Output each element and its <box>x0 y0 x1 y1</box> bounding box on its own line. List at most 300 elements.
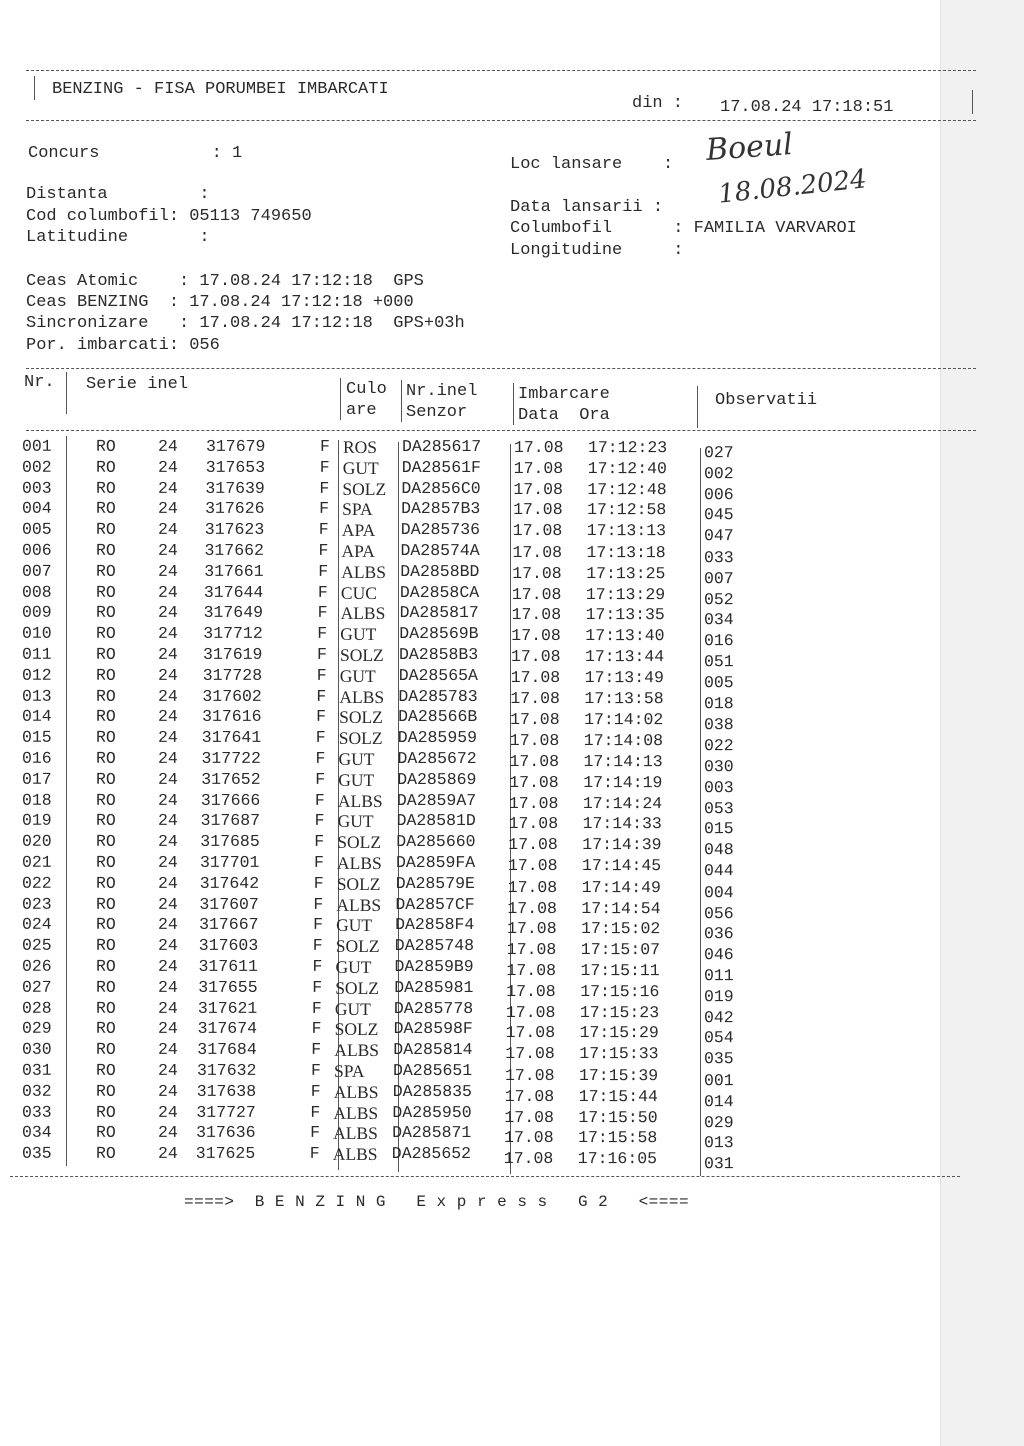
row-year: 24 <box>157 977 178 997</box>
col-are: are <box>346 401 377 420</box>
row-date: 17.08 <box>509 772 559 792</box>
sep-culo-head <box>340 378 341 420</box>
row-color: SOLZ <box>335 936 380 957</box>
cod-columbofil-line: Cod columbofil: 05113 749650 <box>26 207 312 226</box>
row-nr: 003 <box>21 478 52 498</box>
row-date: 17.08 <box>506 960 557 980</box>
concurs-line: Concurs : 1 <box>28 144 243 163</box>
table-header-rule <box>26 430 976 431</box>
row-sex: F <box>310 1102 321 1122</box>
row-country: RO <box>95 1081 116 1101</box>
row-sensor: DA285835 <box>392 1081 472 1101</box>
row-sex: F <box>315 728 326 748</box>
row-sex: F <box>314 832 325 852</box>
table-row <box>20 478 920 504</box>
row-date: 17.08 <box>510 689 560 709</box>
row-nr: 013 <box>21 686 52 706</box>
row-nr: 024 <box>21 915 52 935</box>
row-color: ALBS <box>341 561 386 582</box>
row-year: 24 <box>157 1081 178 1101</box>
row-date: 17.08 <box>508 814 559 834</box>
col-nr-inel: Nr.inel <box>406 382 478 401</box>
row-time: 17:15:23 <box>579 1002 660 1022</box>
row-date: 17.08 <box>508 793 559 813</box>
row-nr: 031 <box>21 1060 52 1080</box>
row-country: RO <box>95 436 116 456</box>
row-nr: 035 <box>21 1143 52 1163</box>
col-observatii: Observatii <box>715 391 818 410</box>
row-year: 24 <box>157 665 178 685</box>
row-date: 17.08 <box>513 438 564 458</box>
row-date: 17.08 <box>507 898 557 918</box>
longitudine-line: Longitudine : <box>510 241 684 260</box>
table-row <box>20 935 920 965</box>
row-nr: 021 <box>21 852 52 872</box>
row-serial: 317701 <box>199 852 260 872</box>
row-observatii: 038 <box>703 715 734 735</box>
row-observatii: 046 <box>703 945 734 965</box>
row-sensor: DA285748 <box>394 936 475 956</box>
row-sensor: DA285660 <box>396 832 476 852</box>
row-observatii: 011 <box>703 966 734 986</box>
row-sensor: DA285869 <box>397 769 477 789</box>
row-sex: F <box>314 811 325 831</box>
row-nr: 025 <box>21 935 52 955</box>
table-row <box>20 603 920 630</box>
row-color: GUT <box>342 457 379 478</box>
row-date: 17.08 <box>510 709 560 729</box>
row-date: 17.08 <box>513 479 563 499</box>
row-color: ALBS <box>337 790 383 811</box>
sep-nr-head <box>66 372 67 414</box>
row-color: ALBS <box>333 1102 379 1123</box>
row-sensor: DA285814 <box>393 1040 473 1060</box>
row-sex: F <box>313 894 324 914</box>
row-time: 17:14:13 <box>583 751 663 771</box>
row-nr: 030 <box>21 1039 52 1059</box>
row-nr: 032 <box>21 1081 52 1101</box>
row-sensor: DA285672 <box>397 748 477 768</box>
row-serial: 317649 <box>203 603 264 623</box>
row-sex: F <box>316 665 327 685</box>
row-observatii: 030 <box>703 756 734 776</box>
row-observatii: 016 <box>703 631 734 651</box>
row-sensor: DA285778 <box>393 998 474 1018</box>
row-sensor: DA2858F4 <box>395 915 475 935</box>
row-year: 24 <box>157 873 178 893</box>
row-country: RO <box>95 956 116 976</box>
table-row <box>20 644 920 672</box>
row-color: SPA <box>342 499 373 520</box>
row-nr: 011 <box>21 644 52 664</box>
ceas-atomic-line: Ceas Atomic : 17.08.24 17:12:18 GPS <box>26 272 424 291</box>
row-sensor: DA2858CA <box>399 582 480 602</box>
header-bottom-rule <box>26 120 976 121</box>
row-country: RO <box>95 686 116 706</box>
row-year: 24 <box>157 540 178 560</box>
row-time: 17:14:24 <box>582 793 663 813</box>
row-year: 24 <box>157 624 178 644</box>
row-year: 24 <box>157 478 178 498</box>
row-sensor: DA285981 <box>394 977 474 997</box>
distanta-line: Distanta : <box>26 185 210 204</box>
row-serial: 317623 <box>204 520 265 540</box>
row-year: 24 <box>157 457 178 477</box>
row-date: 17.08 <box>504 1128 554 1148</box>
row-observatii: 006 <box>703 484 734 504</box>
row-serial: 317685 <box>200 832 260 852</box>
row-color: SOLZ <box>337 832 382 853</box>
row-observatii: 047 <box>703 526 734 546</box>
row-date: 17.08 <box>513 500 563 520</box>
table-row <box>20 1102 920 1132</box>
row-sensor: DA2859FA <box>395 852 476 872</box>
row-color: SOLZ <box>338 728 383 749</box>
row-sex: F <box>318 520 329 540</box>
table-row <box>20 1019 920 1048</box>
row-date: 17.08 <box>507 877 558 897</box>
col-senzor: Senzor <box>406 403 468 422</box>
row-time: 17:13:18 <box>586 542 666 562</box>
row-time: 17:12:48 <box>587 479 667 499</box>
row-serial: 317642 <box>199 873 260 893</box>
row-time: 17:14:39 <box>582 835 662 855</box>
row-nr: 004 <box>21 499 52 519</box>
row-country: RO <box>95 811 116 831</box>
row-country: RO <box>95 478 116 498</box>
row-nr: 009 <box>21 603 52 623</box>
row-observatii: 054 <box>703 1028 734 1048</box>
row-sex: F <box>313 915 324 935</box>
row-observatii: 014 <box>703 1091 734 1111</box>
sep-senzor-head <box>401 380 402 422</box>
row-sex: F <box>310 1123 321 1143</box>
row-sensor: DA285871 <box>392 1123 472 1143</box>
row-year: 24 <box>157 831 178 851</box>
row-sex: F <box>316 686 327 706</box>
row-time: 17:15:33 <box>579 1044 659 1064</box>
row-sensor: DA28598F <box>393 1019 473 1039</box>
row-observatii: 053 <box>703 798 734 818</box>
row-date: 17.08 <box>505 1002 556 1022</box>
row-nr: 001 <box>21 436 52 456</box>
header-top-rule <box>26 70 976 71</box>
row-nr: 023 <box>21 894 52 914</box>
table-row <box>20 811 920 839</box>
row-year: 24 <box>157 727 178 748</box>
sep-obs-head <box>697 386 698 428</box>
row-observatii: 001 <box>703 1070 734 1090</box>
row-serial: 317679 <box>205 436 266 456</box>
row-nr: 006 <box>21 540 52 560</box>
row-color: SOLZ <box>336 873 381 894</box>
row-country: RO <box>95 852 116 872</box>
row-time: 17:15:07 <box>580 940 661 960</box>
row-color: GUT <box>338 748 375 769</box>
row-nr: 026 <box>21 956 52 976</box>
row-sensor: DA28574A <box>400 540 480 560</box>
row-time: 17:14:49 <box>581 877 661 897</box>
row-sensor: DA28561F <box>401 457 481 477</box>
row-sex: F <box>316 644 327 664</box>
row-sex: F <box>309 1144 320 1164</box>
row-nr: 010 <box>21 623 52 643</box>
row-date: 17.08 <box>506 981 556 1001</box>
row-sensor: DA28565A <box>398 665 478 685</box>
table-row <box>20 561 920 588</box>
row-sex: F <box>314 790 325 810</box>
row-date: 17.08 <box>512 563 562 583</box>
row-serial: 317603 <box>198 935 259 956</box>
row-color: ALBS <box>332 1144 378 1165</box>
row-date: 17.08 <box>508 835 558 855</box>
row-year: 24 <box>157 790 178 810</box>
row-year: 24 <box>157 1102 178 1122</box>
row-year: 24 <box>157 561 178 581</box>
table-row <box>20 852 920 881</box>
row-time: 17:13:58 <box>584 689 664 709</box>
row-date: 17.08 <box>511 626 561 646</box>
handwritten-date: 18.08.2024 <box>716 164 869 210</box>
row-country: RO <box>95 644 116 664</box>
row-date: 17.08 <box>511 584 562 604</box>
pigeon-table-body <box>20 436 920 1174</box>
row-country: RO <box>95 1039 116 1059</box>
row-serial: 317639 <box>205 478 265 498</box>
row-color: APA <box>341 520 376 541</box>
row-date: 17.08 <box>513 458 564 478</box>
row-color: ALBS <box>340 603 386 624</box>
row-sex: F <box>312 936 323 956</box>
header-left-bar <box>34 76 35 100</box>
row-date: 17.08 <box>510 647 561 667</box>
table-top-rule <box>26 368 976 369</box>
row-year: 24 <box>157 436 178 456</box>
row-year: 24 <box>157 935 178 955</box>
table-row <box>20 436 920 463</box>
row-year: 24 <box>157 644 178 664</box>
row-country: RO <box>95 894 116 914</box>
row-sensor: DA285783 <box>398 686 478 706</box>
row-serial: 317662 <box>204 540 264 560</box>
row-year: 24 <box>157 499 178 519</box>
row-time: 17:15:02 <box>581 919 661 939</box>
row-sensor: DA28569B <box>399 624 479 644</box>
row-year: 24 <box>157 852 178 872</box>
row-country: RO <box>95 623 116 643</box>
row-country: RO <box>95 499 116 519</box>
row-country: RO <box>95 769 116 789</box>
row-serial: 317722 <box>201 748 261 768</box>
row-year: 24 <box>157 1143 178 1163</box>
row-observatii: 002 <box>703 464 734 484</box>
row-nr: 019 <box>21 811 52 831</box>
row-observatii: 007 <box>703 568 734 588</box>
row-country: RO <box>95 1143 116 1163</box>
row-sensor: DA285959 <box>397 728 478 748</box>
table-row <box>20 894 920 923</box>
row-sex: F <box>311 998 322 1018</box>
row-year: 24 <box>157 956 178 976</box>
row-serial: 317661 <box>204 561 264 581</box>
row-serial: 317602 <box>202 686 262 706</box>
row-date: 17.08 <box>512 542 563 562</box>
row-country: RO <box>95 873 116 893</box>
row-date: 17.08 <box>504 1065 555 1085</box>
row-sex: F <box>317 582 328 602</box>
row-sex: F <box>316 707 327 727</box>
row-color: ALBS <box>333 1081 379 1102</box>
row-time: 17:14:02 <box>584 709 664 730</box>
row-serial: 317728 <box>202 665 263 685</box>
row-sex: F <box>311 1019 322 1039</box>
row-sensor: DA2856C0 <box>401 478 481 498</box>
row-color: ROS <box>342 436 378 457</box>
table-row <box>20 623 920 651</box>
table-row <box>20 540 920 567</box>
sincronizare-line: Sincronizare : 17.08.24 17:12:18 GPS+03h <box>26 314 465 333</box>
table-row <box>20 1060 920 1090</box>
row-sex: F <box>319 478 330 498</box>
row-color: GUT <box>335 956 372 977</box>
row-year: 24 <box>157 686 178 706</box>
row-time: 17:14:08 <box>583 730 664 750</box>
din-value: 17.08.24 17:18:51 <box>720 98 894 117</box>
row-year: 24 <box>157 1039 178 1059</box>
row-time: 17:12:58 <box>587 500 667 520</box>
row-observatii: 003 <box>703 777 734 797</box>
row-country: RO <box>95 1123 116 1143</box>
table-row <box>20 665 920 693</box>
row-observatii: 052 <box>703 589 734 609</box>
row-year: 24 <box>157 748 178 768</box>
row-date: 17.08 <box>509 730 560 750</box>
row-observatii: 034 <box>703 610 734 630</box>
row-observatii: 056 <box>703 903 734 923</box>
row-sex: F <box>311 1040 322 1060</box>
row-sensor: DA2858BD <box>400 561 480 581</box>
row-time: 17:12:40 <box>587 458 667 479</box>
row-nr: 018 <box>21 790 52 810</box>
row-year: 24 <box>157 1060 178 1080</box>
row-sex: F <box>318 561 329 581</box>
row-color: ALBS <box>336 852 382 873</box>
row-sex: F <box>317 603 328 623</box>
row-country: RO <box>95 935 116 955</box>
row-nr: 012 <box>21 665 52 685</box>
row-serial: 317625 <box>195 1143 256 1163</box>
row-country: RO <box>95 727 116 747</box>
row-country: RO <box>95 561 116 581</box>
row-color: ALBS <box>334 1040 380 1061</box>
sheet-title: BENZING - FISA PORUMBEI IMBARCATI <box>52 80 389 99</box>
row-observatii: 048 <box>703 840 734 860</box>
row-country: RO <box>95 1102 116 1122</box>
table-row <box>20 790 920 818</box>
row-observatii: 004 <box>703 882 734 902</box>
row-time: 17:15:58 <box>578 1128 658 1148</box>
row-year: 24 <box>157 603 178 623</box>
row-country: RO <box>95 831 116 851</box>
row-color: CUC <box>340 582 377 603</box>
row-country: RO <box>95 540 116 560</box>
row-country: RO <box>95 665 116 685</box>
row-time: 17:15:50 <box>578 1107 658 1127</box>
table-row <box>20 727 920 755</box>
table-bottom-rule <box>10 1176 960 1177</box>
row-time: 17:12:23 <box>587 438 668 458</box>
row-color: GUT <box>340 624 377 645</box>
row-country: RO <box>95 582 116 602</box>
row-sensor: DA2857B3 <box>401 499 481 519</box>
row-serial: 317666 <box>200 790 261 810</box>
table-row <box>20 748 920 776</box>
table-row <box>20 519 920 546</box>
loc-lansare-line: Loc lansare : <box>510 155 674 174</box>
row-year: 24 <box>157 769 178 789</box>
ceas-benzing-line: Ceas BENZING : 17.08.24 17:12:18 +000 <box>26 293 414 312</box>
row-time: 17:15:39 <box>578 1065 659 1085</box>
row-color: ALBS <box>336 894 382 915</box>
row-nr: 014 <box>21 707 52 727</box>
row-sensor: DA2859B9 <box>394 956 474 976</box>
row-nr: 028 <box>21 998 52 1018</box>
sep-imbarcare-head <box>513 383 514 425</box>
row-sex: F <box>313 852 324 872</box>
row-serial: 317607 <box>199 894 259 914</box>
row-nr: 005 <box>21 519 52 539</box>
table-row <box>20 1081 920 1111</box>
row-observatii: 005 <box>703 673 734 693</box>
row-nr: 033 <box>21 1102 52 1122</box>
row-serial: 317687 <box>200 811 261 831</box>
row-sex: F <box>319 499 330 519</box>
row-year: 24 <box>157 1123 178 1143</box>
por-imbarcati-line: Por. imbarcati: 056 <box>26 336 220 355</box>
row-country: RO <box>95 457 116 477</box>
row-time: 17:14:19 <box>583 772 663 792</box>
row-color: ALBS <box>339 686 385 707</box>
row-nr: 029 <box>21 1019 52 1039</box>
row-date: 17.08 <box>510 668 561 688</box>
row-country: RO <box>95 915 116 935</box>
row-observatii: 044 <box>703 861 734 881</box>
row-color: SOLZ <box>334 1019 379 1040</box>
row-color: ALBS <box>333 1123 378 1144</box>
row-time: 17:13:13 <box>586 521 667 541</box>
row-country: RO <box>95 707 116 727</box>
row-time: 17:15:29 <box>579 1023 659 1043</box>
footer-banner: ====> B E N Z I N G E x p r e s s G 2 <==== <box>184 1193 690 1211</box>
col-culo: Culo <box>346 380 387 399</box>
row-serial: 317655 <box>198 977 258 997</box>
row-sensor: DA285617 <box>401 436 482 457</box>
row-sensor: DA2858B3 <box>398 644 479 664</box>
table-row <box>20 582 920 609</box>
row-sensor: DA285950 <box>392 1102 472 1122</box>
row-sensor: DA28566B <box>398 707 478 727</box>
row-nr: 017 <box>21 769 52 789</box>
row-sensor: DA285652 <box>391 1144 472 1164</box>
row-observatii: 036 <box>703 924 734 944</box>
row-serial: 317621 <box>197 998 258 1018</box>
row-nr: 020 <box>21 831 52 851</box>
row-nr: 007 <box>21 561 52 581</box>
row-year: 24 <box>157 894 178 914</box>
row-time: 17:16:05 <box>577 1149 658 1169</box>
latitudine-line: Latitudine : <box>26 228 210 247</box>
row-time: 17:13:40 <box>585 626 665 646</box>
